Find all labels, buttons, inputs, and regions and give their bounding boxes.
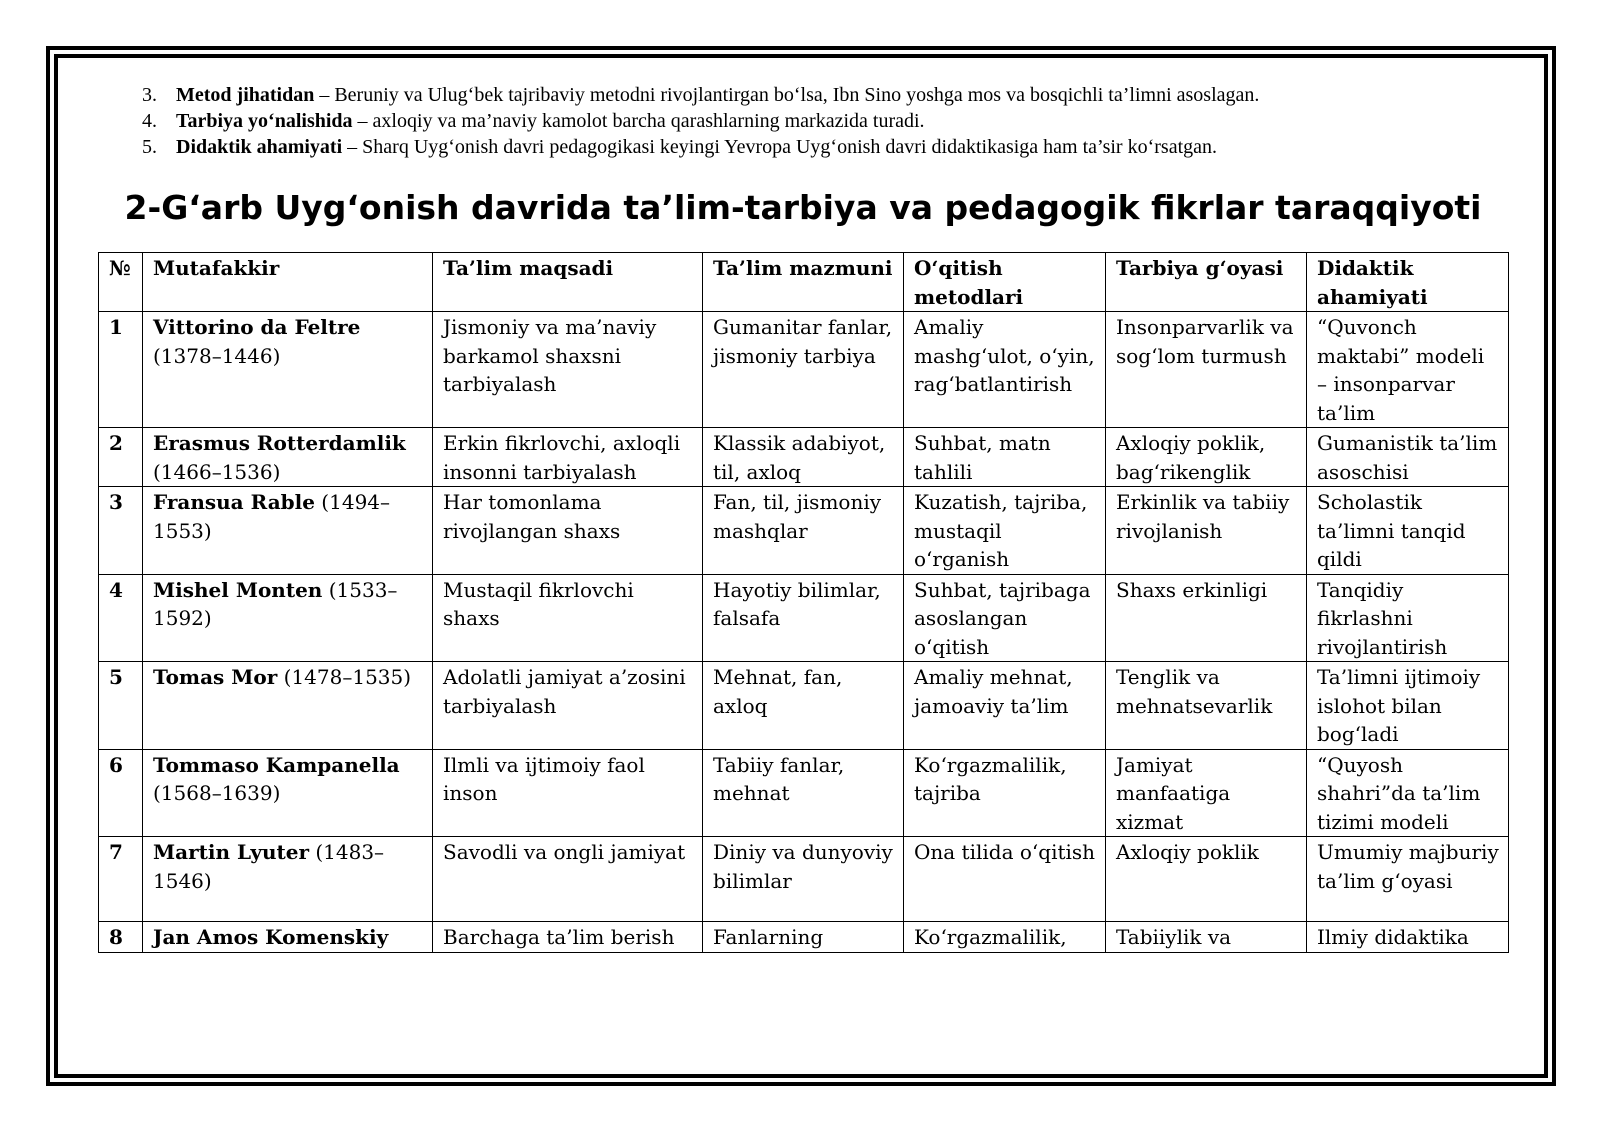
idea-cell: Axloqiy poklik <box>1106 837 1307 922</box>
list-term: Didaktik ahamiyati <box>176 136 343 158</box>
idea-cell: Tabiiylik va <box>1106 922 1307 953</box>
section-title: 2-G‘arb Uyg‘onish davrida ta’lim-tarbiya va pedagogik fikrlar taraqqiyoti <box>124 188 1482 227</box>
table-row <box>99 837 1509 922</box>
table-row <box>99 749 1509 837</box>
table-row <box>99 487 1509 575</box>
table-row <box>99 428 1509 487</box>
list-number: 3. <box>142 84 157 106</box>
methods-cell: Ko‘rgazmalilik, <box>904 922 1106 953</box>
table-row <box>99 312 1509 428</box>
thinker-years: (1378–1446) <box>153 343 281 368</box>
significance-cell: Ilmiy didaktika <box>1307 922 1509 953</box>
thinker-name: Vittorino da Feltre <box>153 315 361 339</box>
list-description: – Beruniy va Ulug‘bek tajribaviy metodni rivojlantirgan bo‘lsa, Ibn Sino yoshga mos va bosqichli ta’limni asoslagan. <box>314 84 1260 106</box>
list-description: – axloqiy va ma’naviy kamolot barcha qarashlarning markazida turadi. <box>352 110 925 132</box>
goal-cell: Erkin fikrlovchi, axloqli insonni tarbiyalash <box>433 428 703 487</box>
list-description: – Sharq Uyg‘onish davri pedagogikasi keyingi Yevropa Uyg‘onish davri didaktikasiga ham ta’sir ko‘rsatgan. <box>342 136 1217 158</box>
idea-cell: Tenglik va mehnatsevarlik <box>1106 662 1307 750</box>
goal-cell: Har tomonlama rivojlangan shaxs <box>433 487 703 575</box>
thinker-cell <box>143 312 433 428</box>
thinker-cell <box>143 662 433 750</box>
thinker-years: (1533–1592) <box>153 577 398 630</box>
list-text <box>176 108 925 134</box>
table-row <box>99 574 1509 662</box>
content-cell: Mehnat, fan, axloq <box>703 662 904 750</box>
numbered-list <box>142 82 1522 160</box>
significance-cell: “Quyosh shahri”da ta’lim tizimi modeli <box>1307 749 1509 837</box>
content-cell: Diniy va dunyoviy bilimlar <box>703 837 904 922</box>
thinker-years: (1494–1553) <box>153 490 391 543</box>
goal-cell: Savodli va ongli jamiyat <box>433 837 703 922</box>
thinker-name: Fransua Rable <box>153 490 315 514</box>
row-number: 3 <box>99 487 143 575</box>
list-number: 4. <box>142 110 157 132</box>
header-number: № <box>99 253 143 312</box>
methods-cell: Amaliy mehnat, jamoaviy ta’lim <box>904 662 1106 750</box>
idea-cell: Insonparvarlik va sog‘lom turmush <box>1106 312 1307 428</box>
list-item <box>142 134 1522 160</box>
thinker-cell <box>143 574 433 662</box>
content-cell: Gumanitar fanlar, jismoniy tarbiya <box>703 312 904 428</box>
list-number: 5. <box>142 136 157 158</box>
list-text <box>176 134 1217 160</box>
methods-cell: Kuzatish, tajriba, mustaqil o‘rganish <box>904 487 1106 575</box>
row-number: 1 <box>99 312 143 428</box>
methods-cell: Ona tilida o‘qitish <box>904 837 1106 922</box>
table-row <box>99 662 1509 750</box>
row-number: 5 <box>99 662 143 750</box>
row-number: 8 <box>99 922 143 953</box>
table-body <box>99 312 1509 953</box>
table-header-row <box>99 253 1509 312</box>
thinker-cell <box>143 922 433 953</box>
thinker-cell <box>143 749 433 837</box>
methods-cell: Amaliy mashg‘ulot, o‘yin, rag‘batlantirish <box>904 312 1106 428</box>
header-content: Ta’lim mazmuni <box>703 253 904 312</box>
row-number: 4 <box>99 574 143 662</box>
content-cell: Fanlarning <box>703 922 904 953</box>
goal-cell: Adolatli jamiyat a’zosini tarbiyalash <box>433 662 703 750</box>
idea-cell: Jamiyat manfaatiga xizmat <box>1106 749 1307 837</box>
list-term: Tarbiya yo‘nalishida <box>176 110 353 132</box>
significance-cell: Ta’limni ijtimoiy islohot bilan bog‘ladi <box>1307 662 1509 750</box>
thinker-cell <box>143 428 433 487</box>
thinkers-table <box>98 252 1509 953</box>
thinker-cell <box>143 487 433 575</box>
significance-cell: Umumiy majburiy ta’lim g‘oyasi <box>1307 837 1509 922</box>
row-number: 2 <box>99 428 143 487</box>
thinker-years: (1478–1535) <box>277 665 412 689</box>
thinker-name: Erasmus Rotterdamlik <box>153 431 406 455</box>
content-cell: Fan, til, jismoniy mashqlar <box>703 487 904 575</box>
thinker-name: Tomas Mor <box>153 665 278 689</box>
idea-cell: Shaxs erkinligi <box>1106 574 1307 662</box>
methods-cell: Ko‘rgazmalilik, tajriba <box>904 749 1106 837</box>
thinker-name: Mishel Monten <box>153 577 323 602</box>
idea-cell: Axloqiy poklik, bag‘rikenglik <box>1106 428 1307 487</box>
list-text <box>176 82 1259 108</box>
goal-cell: Jismoniy va ma’naviy barkamol shaxsni tarbiyalash <box>433 312 703 428</box>
significance-cell: “Quvonch maktabi” modeli – insonparvar ta’lim <box>1307 312 1509 428</box>
header-thinker: Mutafakkir <box>143 253 433 312</box>
significance-cell: Scholastik ta’limni tanqid qildi <box>1307 487 1509 575</box>
thinker-years: (1568–1639) <box>153 781 281 805</box>
list-term: Metod jihatidan <box>176 84 315 106</box>
thinker-name: Martin Lyuter <box>153 840 309 864</box>
table-row <box>99 922 1509 953</box>
goal-cell: Barchaga ta’lim berish <box>433 922 703 953</box>
content-cell: Hayotiy bilimlar, falsafa <box>703 574 904 662</box>
row-number: 7 <box>99 837 143 922</box>
list-item <box>142 82 1522 108</box>
goal-cell: Ilmli va ijtimoiy faol inson <box>433 749 703 837</box>
thinker-cell <box>143 837 433 922</box>
thinker-name: Jan Amos Komenskiy <box>153 925 389 949</box>
significance-cell: Gumanistik ta’lim asoschisi <box>1307 428 1509 487</box>
methods-cell: Suhbat, matn tahlili <box>904 428 1106 487</box>
significance-cell: Tanqidiy fikrlashni rivojlantirish <box>1307 574 1509 662</box>
goal-cell: Mustaqil fikrlovchi shaxs <box>433 574 703 662</box>
header-significance: Didaktik ahamiyati <box>1307 253 1509 312</box>
header-methods: O‘qitish metodlari <box>904 253 1106 312</box>
content-cell: Klassik adabiyot, til, axloq <box>703 428 904 487</box>
methods-cell: Suhbat, tajribaga asoslangan o‘qitish <box>904 574 1106 662</box>
header-goal: Ta’lim maqsadi <box>433 253 703 312</box>
row-number: 6 <box>99 749 143 837</box>
content-cell: Tabiiy fanlar, mehnat <box>703 749 904 837</box>
thinker-years: (1466–1536) <box>153 459 281 484</box>
header-idea: Tarbiya g‘oyasi <box>1106 253 1307 312</box>
list-item <box>142 108 1522 134</box>
idea-cell: Erkinlik va tabiiy rivojlanish <box>1106 487 1307 575</box>
thinker-name: Tommaso Kampanella <box>153 752 400 777</box>
thinker-years: (1483–1546) <box>153 840 385 893</box>
